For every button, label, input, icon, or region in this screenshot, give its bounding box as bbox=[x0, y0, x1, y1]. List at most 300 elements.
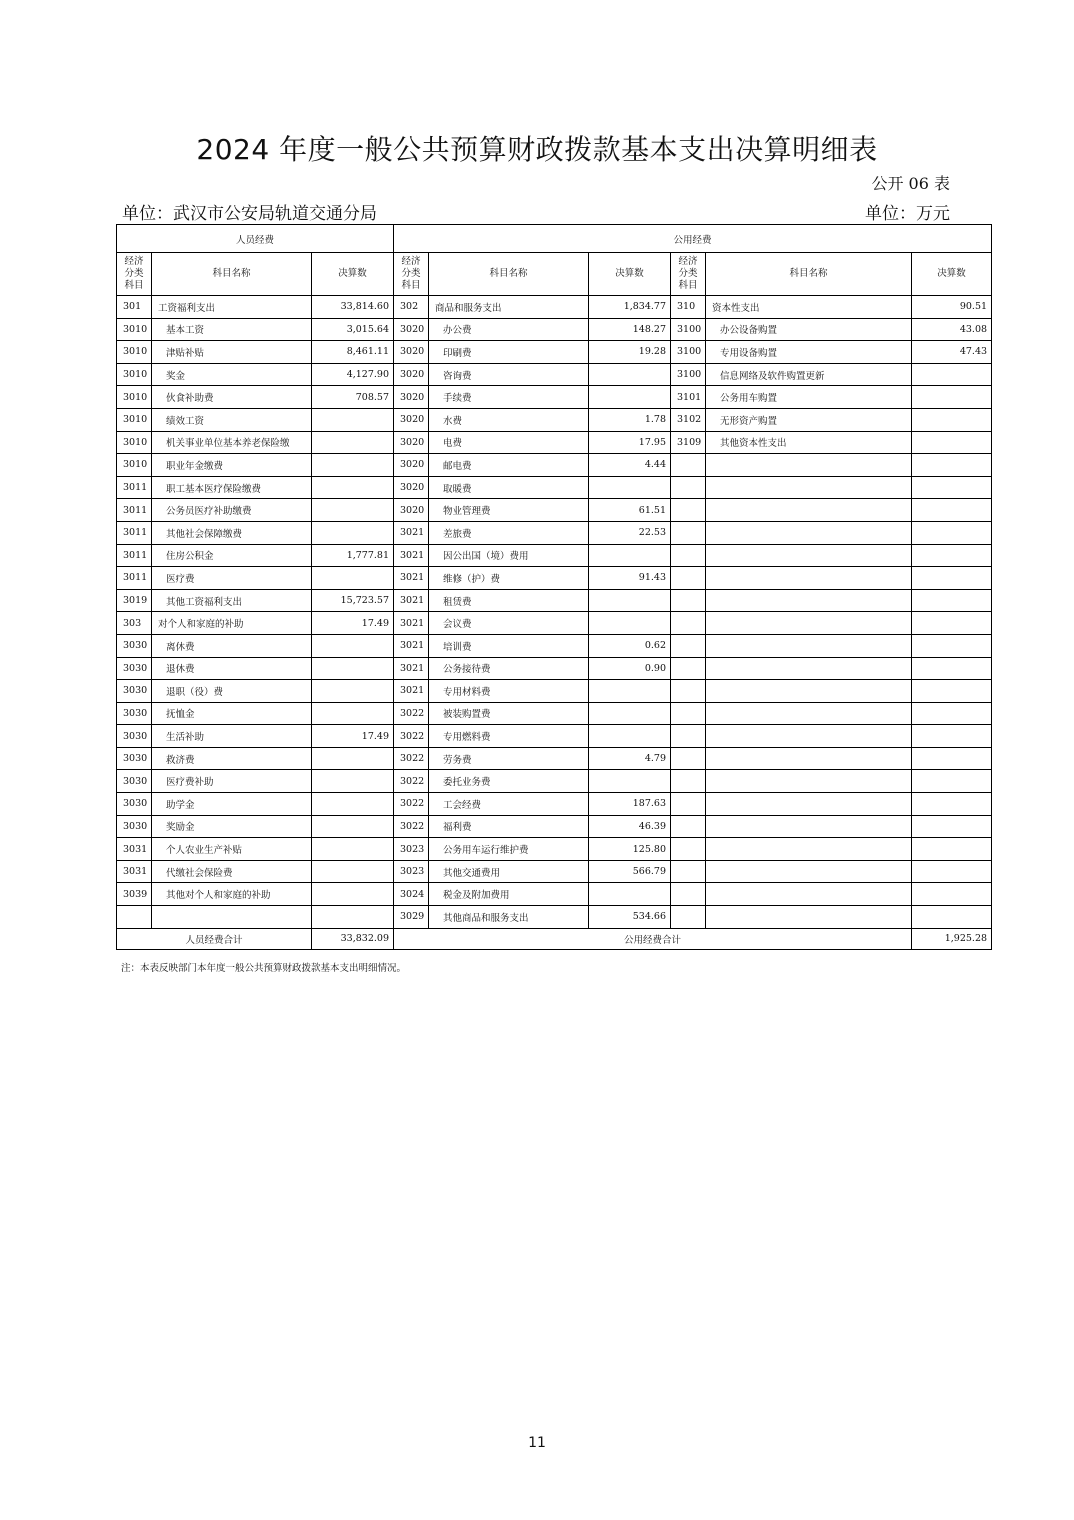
capital-amount bbox=[912, 680, 992, 703]
personnel-item-name: 工资福利支出 bbox=[152, 296, 312, 319]
personnel-code: 3030 bbox=[117, 747, 152, 770]
capital-amount bbox=[912, 454, 992, 477]
personnel-item-name: 津贴补贴 bbox=[152, 341, 312, 364]
personnel-code: 3030 bbox=[117, 725, 152, 748]
goods-services-code: 3020 bbox=[394, 454, 429, 477]
capital-amount bbox=[912, 567, 992, 590]
capital-code bbox=[671, 680, 706, 703]
personnel-item-name: 退休费 bbox=[152, 657, 312, 680]
table-row bbox=[117, 589, 992, 612]
personnel-code: 3011 bbox=[117, 544, 152, 567]
table-row bbox=[117, 906, 992, 929]
capital-code bbox=[671, 906, 706, 929]
goods-services-code: 3020 bbox=[394, 341, 429, 364]
table-row bbox=[117, 341, 992, 364]
capital-item-name: 无形资产购置 bbox=[706, 408, 912, 431]
capital-item-name bbox=[706, 860, 912, 883]
col-amount-header: 决算数 bbox=[912, 253, 992, 296]
personnel-item-name: 医疗费补助 bbox=[152, 770, 312, 793]
personnel-code: 3019 bbox=[117, 589, 152, 612]
capital-code bbox=[671, 521, 706, 544]
personnel-amount bbox=[312, 431, 394, 454]
col-code-header: 经济 分类 科目 bbox=[671, 253, 706, 296]
capital-amount: 43.08 bbox=[912, 318, 992, 341]
table-row bbox=[117, 770, 992, 793]
capital-item-name bbox=[706, 612, 912, 635]
capital-code bbox=[671, 567, 706, 590]
table-row bbox=[117, 454, 992, 477]
goods-services-item-name: 租赁费 bbox=[429, 589, 589, 612]
table-row bbox=[117, 680, 992, 703]
table-row bbox=[117, 883, 992, 906]
capital-item-name bbox=[706, 544, 912, 567]
personnel-code: 3010 bbox=[117, 363, 152, 386]
capital-amount bbox=[912, 838, 992, 861]
goods-services-item-name: 邮电费 bbox=[429, 454, 589, 477]
personnel-amount bbox=[312, 454, 394, 477]
personnel-code: 3010 bbox=[117, 408, 152, 431]
goods-services-item-name: 物业管理费 bbox=[429, 499, 589, 522]
table-row bbox=[117, 408, 992, 431]
col-name-header: 科目名称 bbox=[429, 253, 589, 296]
goods-services-amount bbox=[589, 702, 671, 725]
personnel-item-name bbox=[152, 906, 312, 929]
capital-item-name bbox=[706, 793, 912, 816]
goods-services-amount bbox=[589, 770, 671, 793]
goods-services-code: 3021 bbox=[394, 589, 429, 612]
capital-item-name bbox=[706, 657, 912, 680]
personnel-code: 3011 bbox=[117, 476, 152, 499]
capital-item-name bbox=[706, 521, 912, 544]
goods-services-amount: 534.66 bbox=[589, 906, 671, 929]
capital-amount: 47.43 bbox=[912, 341, 992, 364]
table-row bbox=[117, 838, 992, 861]
goods-services-code: 3020 bbox=[394, 318, 429, 341]
goods-services-amount: 19.28 bbox=[589, 341, 671, 364]
capital-amount bbox=[912, 770, 992, 793]
personnel-item-name: 其他对个人和家庭的补助 bbox=[152, 883, 312, 906]
goods-services-code: 3020 bbox=[394, 408, 429, 431]
table-row bbox=[117, 702, 992, 725]
table-row bbox=[117, 815, 992, 838]
capital-code bbox=[671, 612, 706, 635]
capital-amount bbox=[912, 386, 992, 409]
page-number: 11 bbox=[528, 1435, 546, 1451]
goods-services-amount bbox=[589, 883, 671, 906]
personnel-item-name: 基本工资 bbox=[152, 318, 312, 341]
goods-services-item-name: 办公费 bbox=[429, 318, 589, 341]
goods-services-item-name: 商品和服务支出 bbox=[429, 296, 589, 319]
personnel-code: 3030 bbox=[117, 634, 152, 657]
capital-item-name bbox=[706, 634, 912, 657]
goods-services-item-name: 其他商品和服务支出 bbox=[429, 906, 589, 929]
goods-services-amount: 566.79 bbox=[589, 860, 671, 883]
capital-code bbox=[671, 793, 706, 816]
goods-services-item-name: 印刷费 bbox=[429, 341, 589, 364]
table-row bbox=[117, 860, 992, 883]
capital-amount bbox=[912, 499, 992, 522]
table-row bbox=[117, 363, 992, 386]
capital-code bbox=[671, 770, 706, 793]
goods-services-code: 3022 bbox=[394, 815, 429, 838]
goods-services-code: 3021 bbox=[394, 521, 429, 544]
personnel-item-name: 伙食补助费 bbox=[152, 386, 312, 409]
capital-code: 3101 bbox=[671, 386, 706, 409]
personnel-code: 3011 bbox=[117, 567, 152, 590]
personnel-code: 3011 bbox=[117, 521, 152, 544]
group-public: 公用经费 bbox=[394, 225, 992, 253]
table-row bbox=[117, 521, 992, 544]
capital-amount bbox=[912, 702, 992, 725]
goods-services-item-name: 咨询费 bbox=[429, 363, 589, 386]
personnel-amount: 1,777.81 bbox=[312, 544, 394, 567]
capital-code bbox=[671, 860, 706, 883]
personnel-item-name: 代缴社会保险费 bbox=[152, 860, 312, 883]
personnel-amount: 17.49 bbox=[312, 612, 394, 635]
capital-amount bbox=[912, 363, 992, 386]
capital-amount bbox=[912, 793, 992, 816]
goods-services-item-name: 工会经费 bbox=[429, 793, 589, 816]
goods-services-item-name: 委托业务费 bbox=[429, 770, 589, 793]
table-row bbox=[117, 634, 992, 657]
capital-item-name bbox=[706, 838, 912, 861]
personnel-amount: 708.57 bbox=[312, 386, 394, 409]
goods-services-amount: 1.78 bbox=[589, 408, 671, 431]
personnel-amount bbox=[312, 680, 394, 703]
capital-amount bbox=[912, 476, 992, 499]
capital-code bbox=[671, 747, 706, 770]
personnel-item-name: 其他社会保障缴费 bbox=[152, 521, 312, 544]
capital-code bbox=[671, 589, 706, 612]
personnel-amount bbox=[312, 860, 394, 883]
goods-services-code: 3020 bbox=[394, 499, 429, 522]
goods-services-code: 3021 bbox=[394, 567, 429, 590]
personnel-amount bbox=[312, 634, 394, 657]
goods-services-amount bbox=[589, 612, 671, 635]
capital-code bbox=[671, 634, 706, 657]
goods-services-item-name: 水费 bbox=[429, 408, 589, 431]
goods-services-item-name: 其他交通费用 bbox=[429, 860, 589, 883]
column-header-row bbox=[117, 253, 992, 296]
goods-services-amount: 0.62 bbox=[589, 634, 671, 657]
goods-services-code: 3020 bbox=[394, 363, 429, 386]
personnel-amount: 15,723.57 bbox=[312, 589, 394, 612]
personnel-code: 3011 bbox=[117, 499, 152, 522]
goods-services-code: 302 bbox=[394, 296, 429, 319]
capital-code bbox=[671, 544, 706, 567]
personnel-amount bbox=[312, 567, 394, 590]
personnel-code: 3030 bbox=[117, 815, 152, 838]
goods-services-item-name: 公务用车运行维护费 bbox=[429, 838, 589, 861]
personnel-code: 3031 bbox=[117, 860, 152, 883]
personnel-amount bbox=[312, 838, 394, 861]
capital-item-name bbox=[706, 906, 912, 929]
capital-amount bbox=[912, 883, 992, 906]
personnel-item-name: 奖金 bbox=[152, 363, 312, 386]
goods-services-item-name: 专用材料费 bbox=[429, 680, 589, 703]
capital-item-name bbox=[706, 680, 912, 703]
table-row bbox=[117, 657, 992, 680]
goods-services-item-name: 取暖费 bbox=[429, 476, 589, 499]
goods-services-item-name: 培训费 bbox=[429, 634, 589, 657]
capital-code bbox=[671, 725, 706, 748]
goods-services-code: 3020 bbox=[394, 386, 429, 409]
personnel-amount bbox=[312, 747, 394, 770]
capital-code: 3100 bbox=[671, 318, 706, 341]
capital-amount bbox=[912, 612, 992, 635]
goods-services-item-name: 维修（护）费 bbox=[429, 567, 589, 590]
goods-services-amount bbox=[589, 363, 671, 386]
table-row bbox=[117, 567, 992, 590]
goods-services-amount: 91.43 bbox=[589, 567, 671, 590]
capital-amount bbox=[912, 860, 992, 883]
totals-row bbox=[117, 928, 992, 949]
personnel-code: 3039 bbox=[117, 883, 152, 906]
table-row bbox=[117, 318, 992, 341]
personnel-item-name: 个人农业生产补贴 bbox=[152, 838, 312, 861]
goods-services-amount bbox=[589, 589, 671, 612]
goods-services-item-name: 福利费 bbox=[429, 815, 589, 838]
total-public-value: 1,925.28 bbox=[912, 928, 992, 949]
goods-services-code: 3020 bbox=[394, 476, 429, 499]
capital-amount bbox=[912, 589, 992, 612]
goods-services-item-name: 公务接待费 bbox=[429, 657, 589, 680]
goods-services-code: 3023 bbox=[394, 838, 429, 861]
goods-services-code: 3021 bbox=[394, 612, 429, 635]
table-row bbox=[117, 612, 992, 635]
goods-services-amount: 4.79 bbox=[589, 747, 671, 770]
col-amount-header: 决算数 bbox=[589, 253, 671, 296]
table-row bbox=[117, 476, 992, 499]
personnel-amount bbox=[312, 906, 394, 929]
goods-services-item-name: 电费 bbox=[429, 431, 589, 454]
goods-services-amount: 125.80 bbox=[589, 838, 671, 861]
goods-services-code: 3029 bbox=[394, 906, 429, 929]
capital-item-name bbox=[706, 815, 912, 838]
personnel-item-name: 助学金 bbox=[152, 793, 312, 816]
unit-currency: 单位：万元 bbox=[865, 204, 950, 224]
personnel-amount bbox=[312, 408, 394, 431]
goods-services-amount bbox=[589, 476, 671, 499]
goods-services-item-name: 手续费 bbox=[429, 386, 589, 409]
capital-amount: 90.51 bbox=[912, 296, 992, 319]
goods-services-amount: 46.39 bbox=[589, 815, 671, 838]
capital-item-name bbox=[706, 702, 912, 725]
capital-code bbox=[671, 815, 706, 838]
goods-services-amount: 0.90 bbox=[589, 657, 671, 680]
capital-amount bbox=[912, 408, 992, 431]
capital-amount bbox=[912, 747, 992, 770]
table-row bbox=[117, 431, 992, 454]
personnel-code: 303 bbox=[117, 612, 152, 635]
goods-services-code: 3022 bbox=[394, 702, 429, 725]
goods-services-code: 3021 bbox=[394, 680, 429, 703]
goods-services-code: 3021 bbox=[394, 657, 429, 680]
footnote: 注：本表反映部门本年度一般公共预算财政拨款基本支出明细情况。 bbox=[121, 963, 407, 974]
capital-item-name bbox=[706, 476, 912, 499]
capital-item-name bbox=[706, 567, 912, 590]
table-row bbox=[117, 793, 992, 816]
capital-item-name: 信息网络及软件购置更新 bbox=[706, 363, 912, 386]
goods-services-code: 3020 bbox=[394, 431, 429, 454]
goods-services-item-name: 税金及附加费用 bbox=[429, 883, 589, 906]
personnel-amount: 33,814.60 bbox=[312, 296, 394, 319]
goods-services-amount: 17.95 bbox=[589, 431, 671, 454]
capital-amount bbox=[912, 634, 992, 657]
capital-amount bbox=[912, 521, 992, 544]
personnel-code: 3030 bbox=[117, 657, 152, 680]
capital-code: 3102 bbox=[671, 408, 706, 431]
personnel-item-name: 职工基本医疗保险缴费 bbox=[152, 476, 312, 499]
personnel-amount bbox=[312, 521, 394, 544]
personnel-amount: 17.49 bbox=[312, 725, 394, 748]
personnel-amount: 3,015.64 bbox=[312, 318, 394, 341]
capital-item-name bbox=[706, 454, 912, 477]
col-amount-header: 决算数 bbox=[312, 253, 394, 296]
goods-services-amount: 1,834.77 bbox=[589, 296, 671, 319]
personnel-item-name: 医疗费 bbox=[152, 567, 312, 590]
capital-amount bbox=[912, 657, 992, 680]
goods-services-amount bbox=[589, 544, 671, 567]
goods-services-amount bbox=[589, 680, 671, 703]
personnel-item-name: 救济费 bbox=[152, 747, 312, 770]
personnel-code bbox=[117, 906, 152, 929]
goods-services-item-name: 因公出国（境）费用 bbox=[429, 544, 589, 567]
capital-code bbox=[671, 657, 706, 680]
expenditure-table bbox=[116, 224, 992, 950]
personnel-code: 3030 bbox=[117, 702, 152, 725]
col-code-header: 经济 分类 科目 bbox=[117, 253, 152, 296]
capital-amount bbox=[912, 815, 992, 838]
col-name-header: 科目名称 bbox=[706, 253, 912, 296]
capital-item-name: 公务用车购置 bbox=[706, 386, 912, 409]
personnel-item-name: 对个人和家庭的补助 bbox=[152, 612, 312, 635]
personnel-item-name: 其他工资福利支出 bbox=[152, 589, 312, 612]
capital-code: 310 bbox=[671, 296, 706, 319]
group-personnel: 人员经费 bbox=[117, 225, 394, 253]
goods-services-amount bbox=[589, 725, 671, 748]
personnel-code: 3010 bbox=[117, 318, 152, 341]
capital-item-name: 办公设备购置 bbox=[706, 318, 912, 341]
personnel-code: 3010 bbox=[117, 431, 152, 454]
table-row bbox=[117, 725, 992, 748]
goods-services-code: 3022 bbox=[394, 725, 429, 748]
total-personnel-value: 33,832.09 bbox=[312, 928, 394, 949]
personnel-code: 3010 bbox=[117, 341, 152, 364]
capital-code bbox=[671, 883, 706, 906]
personnel-item-name: 退职（役）费 bbox=[152, 680, 312, 703]
capital-code bbox=[671, 476, 706, 499]
col-name-header: 科目名称 bbox=[152, 253, 312, 296]
table-row bbox=[117, 296, 992, 319]
col-code-header: 经济 分类 科目 bbox=[394, 253, 429, 296]
personnel-code: 3010 bbox=[117, 386, 152, 409]
personnel-code: 3010 bbox=[117, 454, 152, 477]
capital-code bbox=[671, 702, 706, 725]
page-title: 2024 年度一般公共预算财政拨款基本支出决算明细表 bbox=[196, 133, 878, 166]
goods-services-code: 3021 bbox=[394, 634, 429, 657]
capital-amount bbox=[912, 544, 992, 567]
personnel-code: 301 bbox=[117, 296, 152, 319]
table-row bbox=[117, 499, 992, 522]
goods-services-item-name: 差旅费 bbox=[429, 521, 589, 544]
personnel-item-name: 奖励金 bbox=[152, 815, 312, 838]
capital-item-name: 专用设备购置 bbox=[706, 341, 912, 364]
goods-services-amount bbox=[589, 386, 671, 409]
goods-services-code: 3023 bbox=[394, 860, 429, 883]
capital-item-name bbox=[706, 747, 912, 770]
personnel-code: 3030 bbox=[117, 680, 152, 703]
capital-item-name bbox=[706, 499, 912, 522]
capital-amount bbox=[912, 431, 992, 454]
personnel-code: 3031 bbox=[117, 838, 152, 861]
unit-organization: 单位：武汉市公安局轨道交通分局 bbox=[122, 204, 377, 224]
personnel-item-name: 生活补助 bbox=[152, 725, 312, 748]
goods-services-amount: 187.63 bbox=[589, 793, 671, 816]
personnel-item-name: 绩效工资 bbox=[152, 408, 312, 431]
personnel-amount bbox=[312, 793, 394, 816]
goods-services-code: 3022 bbox=[394, 770, 429, 793]
goods-services-item-name: 被装购置费 bbox=[429, 702, 589, 725]
personnel-item-name: 公务员医疗补助缴费 bbox=[152, 499, 312, 522]
personnel-amount bbox=[312, 657, 394, 680]
goods-services-item-name: 会议费 bbox=[429, 612, 589, 635]
table-row bbox=[117, 747, 992, 770]
total-public-label: 公用经费合计 bbox=[394, 928, 912, 949]
personnel-amount bbox=[312, 815, 394, 838]
capital-code: 3100 bbox=[671, 363, 706, 386]
goods-services-amount: 148.27 bbox=[589, 318, 671, 341]
capital-item-name: 资本性支出 bbox=[706, 296, 912, 319]
personnel-code: 3030 bbox=[117, 793, 152, 816]
personnel-amount bbox=[312, 770, 394, 793]
personnel-amount: 4,127.90 bbox=[312, 363, 394, 386]
capital-code bbox=[671, 499, 706, 522]
capital-item-name bbox=[706, 770, 912, 793]
personnel-amount: 8,461.11 bbox=[312, 341, 394, 364]
personnel-amount bbox=[312, 883, 394, 906]
personnel-item-name: 抚恤金 bbox=[152, 702, 312, 725]
personnel-item-name: 机关事业单位基本养老保险缴 bbox=[152, 431, 312, 454]
goods-services-code: 3024 bbox=[394, 883, 429, 906]
capital-item-name: 其他资本性支出 bbox=[706, 431, 912, 454]
group-header-row bbox=[117, 225, 992, 253]
personnel-item-name: 住房公积金 bbox=[152, 544, 312, 567]
capital-item-name bbox=[706, 725, 912, 748]
personnel-item-name: 职业年金缴费 bbox=[152, 454, 312, 477]
total-personnel-label: 人员经费合计 bbox=[117, 928, 312, 949]
table-row bbox=[117, 386, 992, 409]
capital-code: 3109 bbox=[671, 431, 706, 454]
capital-item-name bbox=[706, 589, 912, 612]
form-number: 公开 06 表 bbox=[871, 174, 950, 193]
goods-services-code: 3022 bbox=[394, 793, 429, 816]
table-row bbox=[117, 544, 992, 567]
capital-code bbox=[671, 838, 706, 861]
goods-services-code: 3022 bbox=[394, 747, 429, 770]
capital-amount bbox=[912, 906, 992, 929]
goods-services-amount: 22.53 bbox=[589, 521, 671, 544]
personnel-amount bbox=[312, 702, 394, 725]
goods-services-amount: 61.51 bbox=[589, 499, 671, 522]
goods-services-code: 3021 bbox=[394, 544, 429, 567]
personnel-amount bbox=[312, 476, 394, 499]
capital-code: 3100 bbox=[671, 341, 706, 364]
goods-services-item-name: 劳务费 bbox=[429, 747, 589, 770]
personnel-item-name: 离休费 bbox=[152, 634, 312, 657]
goods-services-item-name: 专用燃料费 bbox=[429, 725, 589, 748]
goods-services-amount: 4.44 bbox=[589, 454, 671, 477]
